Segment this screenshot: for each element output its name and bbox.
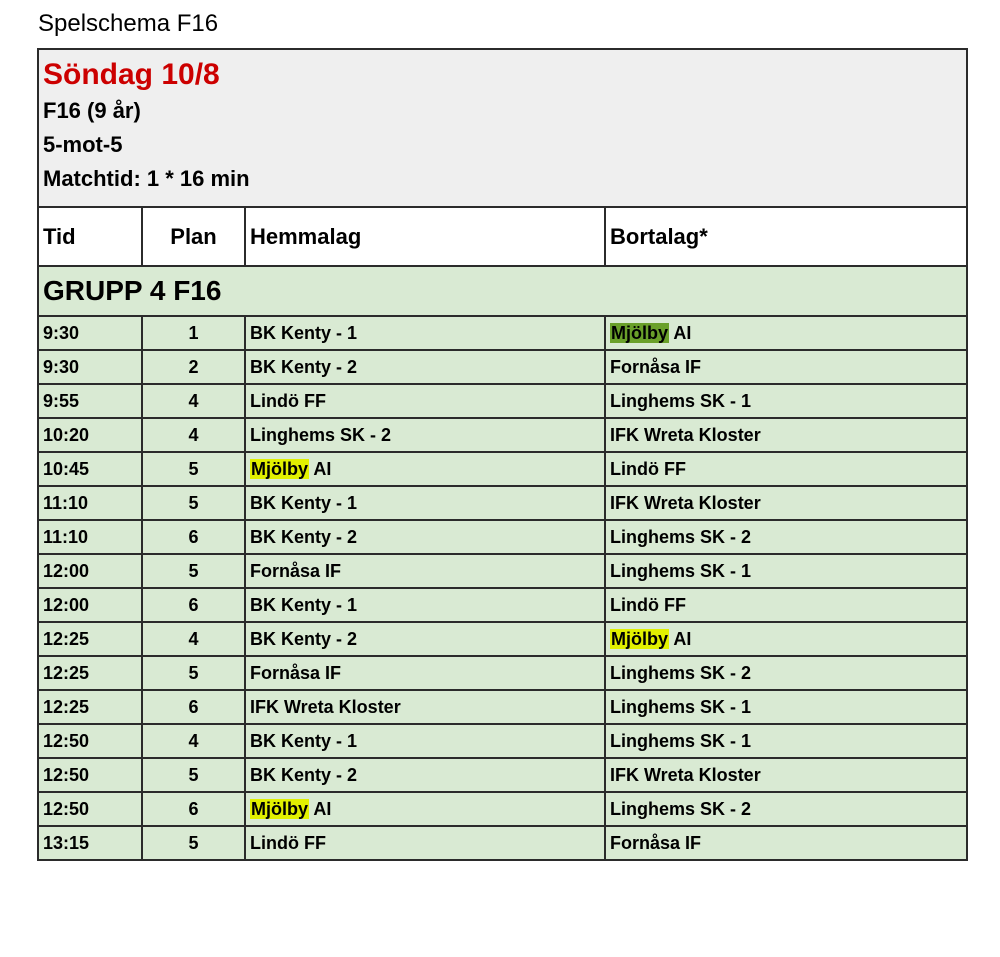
match-plan-cell: 6	[142, 690, 245, 724]
match-plan-cell: 4	[142, 622, 245, 656]
away-team-cell: Linghems SK - 1	[605, 724, 967, 758]
match-time-cell: 12:25	[38, 622, 142, 656]
home-team-cell	[245, 452, 605, 486]
match-time-cell: 12:50	[38, 792, 142, 826]
away-team-cell: IFK Wreta Kloster	[605, 418, 967, 452]
match-row	[38, 656, 967, 690]
match-time-cell: 12:25	[38, 690, 142, 724]
column-header-plan: Plan	[142, 207, 245, 266]
document-title: Spelschema F16	[38, 10, 219, 37]
home-team-cell: BK Kenty - 1	[245, 316, 605, 350]
match-plan-cell: 4	[142, 384, 245, 418]
team-name-suffix: AI	[309, 798, 332, 819]
home-team-cell: BK Kenty - 2	[245, 350, 605, 384]
game-format: 5-mot-5	[43, 132, 123, 157]
match-plan-cell: 2	[142, 350, 245, 384]
away-team-cell	[605, 622, 967, 656]
home-team-cell: Fornåsa IF	[245, 656, 605, 690]
home-team-cell: Fornåsa IF	[245, 554, 605, 588]
column-header-home: Hemmalag	[245, 207, 605, 266]
home-team-cell: BK Kenty - 1	[245, 486, 605, 520]
match-row	[38, 554, 967, 588]
away-team-cell: Linghems SK - 2	[605, 656, 967, 690]
home-team-cell: IFK Wreta Kloster	[245, 690, 605, 724]
match-time-cell: 12:50	[38, 724, 142, 758]
match-plan-cell: 1	[142, 316, 245, 350]
match-plan-cell: 5	[142, 486, 245, 520]
match-time-cell: 10:45	[38, 452, 142, 486]
match-time-cell: 12:50	[38, 758, 142, 792]
away-team-cell: Linghems SK - 1	[605, 554, 967, 588]
group-row	[38, 266, 967, 316]
match-time-cell: 12:25	[38, 656, 142, 690]
home-team-cell: BK Kenty - 1	[245, 588, 605, 622]
away-team-cell: Linghems SK - 1	[605, 384, 967, 418]
highlighted-team-name: Mjölby	[251, 458, 308, 479]
match-row	[38, 418, 967, 452]
match-plan-cell: 5	[142, 826, 245, 860]
match-row	[38, 384, 967, 418]
highlighted-team-name: Mjölby	[611, 628, 668, 649]
match-plan-cell: 5	[142, 656, 245, 690]
highlighted-team-name: Mjölby	[611, 322, 668, 343]
match-plan-cell: 6	[142, 792, 245, 826]
match-time-cell: 11:10	[38, 486, 142, 520]
team-name-suffix: AI	[669, 322, 692, 343]
match-plan-cell: 4	[142, 724, 245, 758]
away-team-cell: Linghems SK - 2	[605, 792, 967, 826]
team-name-suffix: AI	[669, 628, 692, 649]
away-team-cell: IFK Wreta Kloster	[605, 486, 967, 520]
match-date: Söndag 10/8	[43, 58, 220, 91]
schedule-header	[38, 49, 967, 207]
column-header-tid: Tid	[38, 207, 142, 266]
column-header-away: Bortalag*	[605, 207, 967, 266]
home-team-cell: Linghems SK - 2	[245, 418, 605, 452]
highlighted-team-name: Mjölby	[251, 798, 308, 819]
column-headers	[38, 207, 967, 266]
away-team-cell: Linghems SK - 2	[605, 520, 967, 554]
match-row	[38, 520, 967, 554]
match-plan-cell: 5	[142, 452, 245, 486]
away-team-cell: Fornåsa IF	[605, 350, 967, 384]
home-team-cell: BK Kenty - 2	[245, 758, 605, 792]
home-team-cell: Lindö FF	[245, 384, 605, 418]
home-team-cell	[245, 792, 605, 826]
match-row	[38, 826, 967, 860]
match-time-cell: 13:15	[38, 826, 142, 860]
match-time-cell: 11:10	[38, 520, 142, 554]
match-plan-cell: 6	[142, 588, 245, 622]
match-row	[38, 622, 967, 656]
match-row	[38, 758, 967, 792]
match-row	[38, 452, 967, 486]
match-time-cell: 10:20	[38, 418, 142, 452]
match-time-cell: 9:30	[38, 316, 142, 350]
match-row	[38, 588, 967, 622]
match-time-cell: 12:00	[38, 588, 142, 622]
away-team-cell: Lindö FF	[605, 452, 967, 486]
match-time-cell: 9:55	[38, 384, 142, 418]
away-team-cell: Linghems SK - 1	[605, 690, 967, 724]
schedule-header-cell	[38, 49, 967, 207]
group-title: GRUPP 4 F16	[38, 266, 967, 316]
match-time-cell: 12:00	[38, 554, 142, 588]
match-row	[38, 724, 967, 758]
home-team-cell: Lindö FF	[245, 826, 605, 860]
match-plan-cell: 5	[142, 758, 245, 792]
match-row	[38, 690, 967, 724]
match-row	[38, 486, 967, 520]
home-team-cell: BK Kenty - 2	[245, 520, 605, 554]
match-row	[38, 350, 967, 384]
match-time: Matchtid: 1 * 16 min	[43, 166, 250, 191]
match-time-cell: 9:30	[38, 350, 142, 384]
match-plan-cell: 6	[142, 520, 245, 554]
match-row	[38, 792, 967, 826]
away-team-cell: Fornåsa IF	[605, 826, 967, 860]
age-class: F16 (9 år)	[43, 98, 141, 123]
away-team-cell	[605, 316, 967, 350]
match-row	[38, 316, 967, 350]
away-team-cell: IFK Wreta Kloster	[605, 758, 967, 792]
schedule-table	[37, 48, 968, 861]
away-team-cell: Lindö FF	[605, 588, 967, 622]
home-team-cell: BK Kenty - 1	[245, 724, 605, 758]
match-plan-cell: 4	[142, 418, 245, 452]
team-name-suffix: AI	[309, 458, 332, 479]
match-plan-cell: 5	[142, 554, 245, 588]
home-team-cell: BK Kenty - 2	[245, 622, 605, 656]
